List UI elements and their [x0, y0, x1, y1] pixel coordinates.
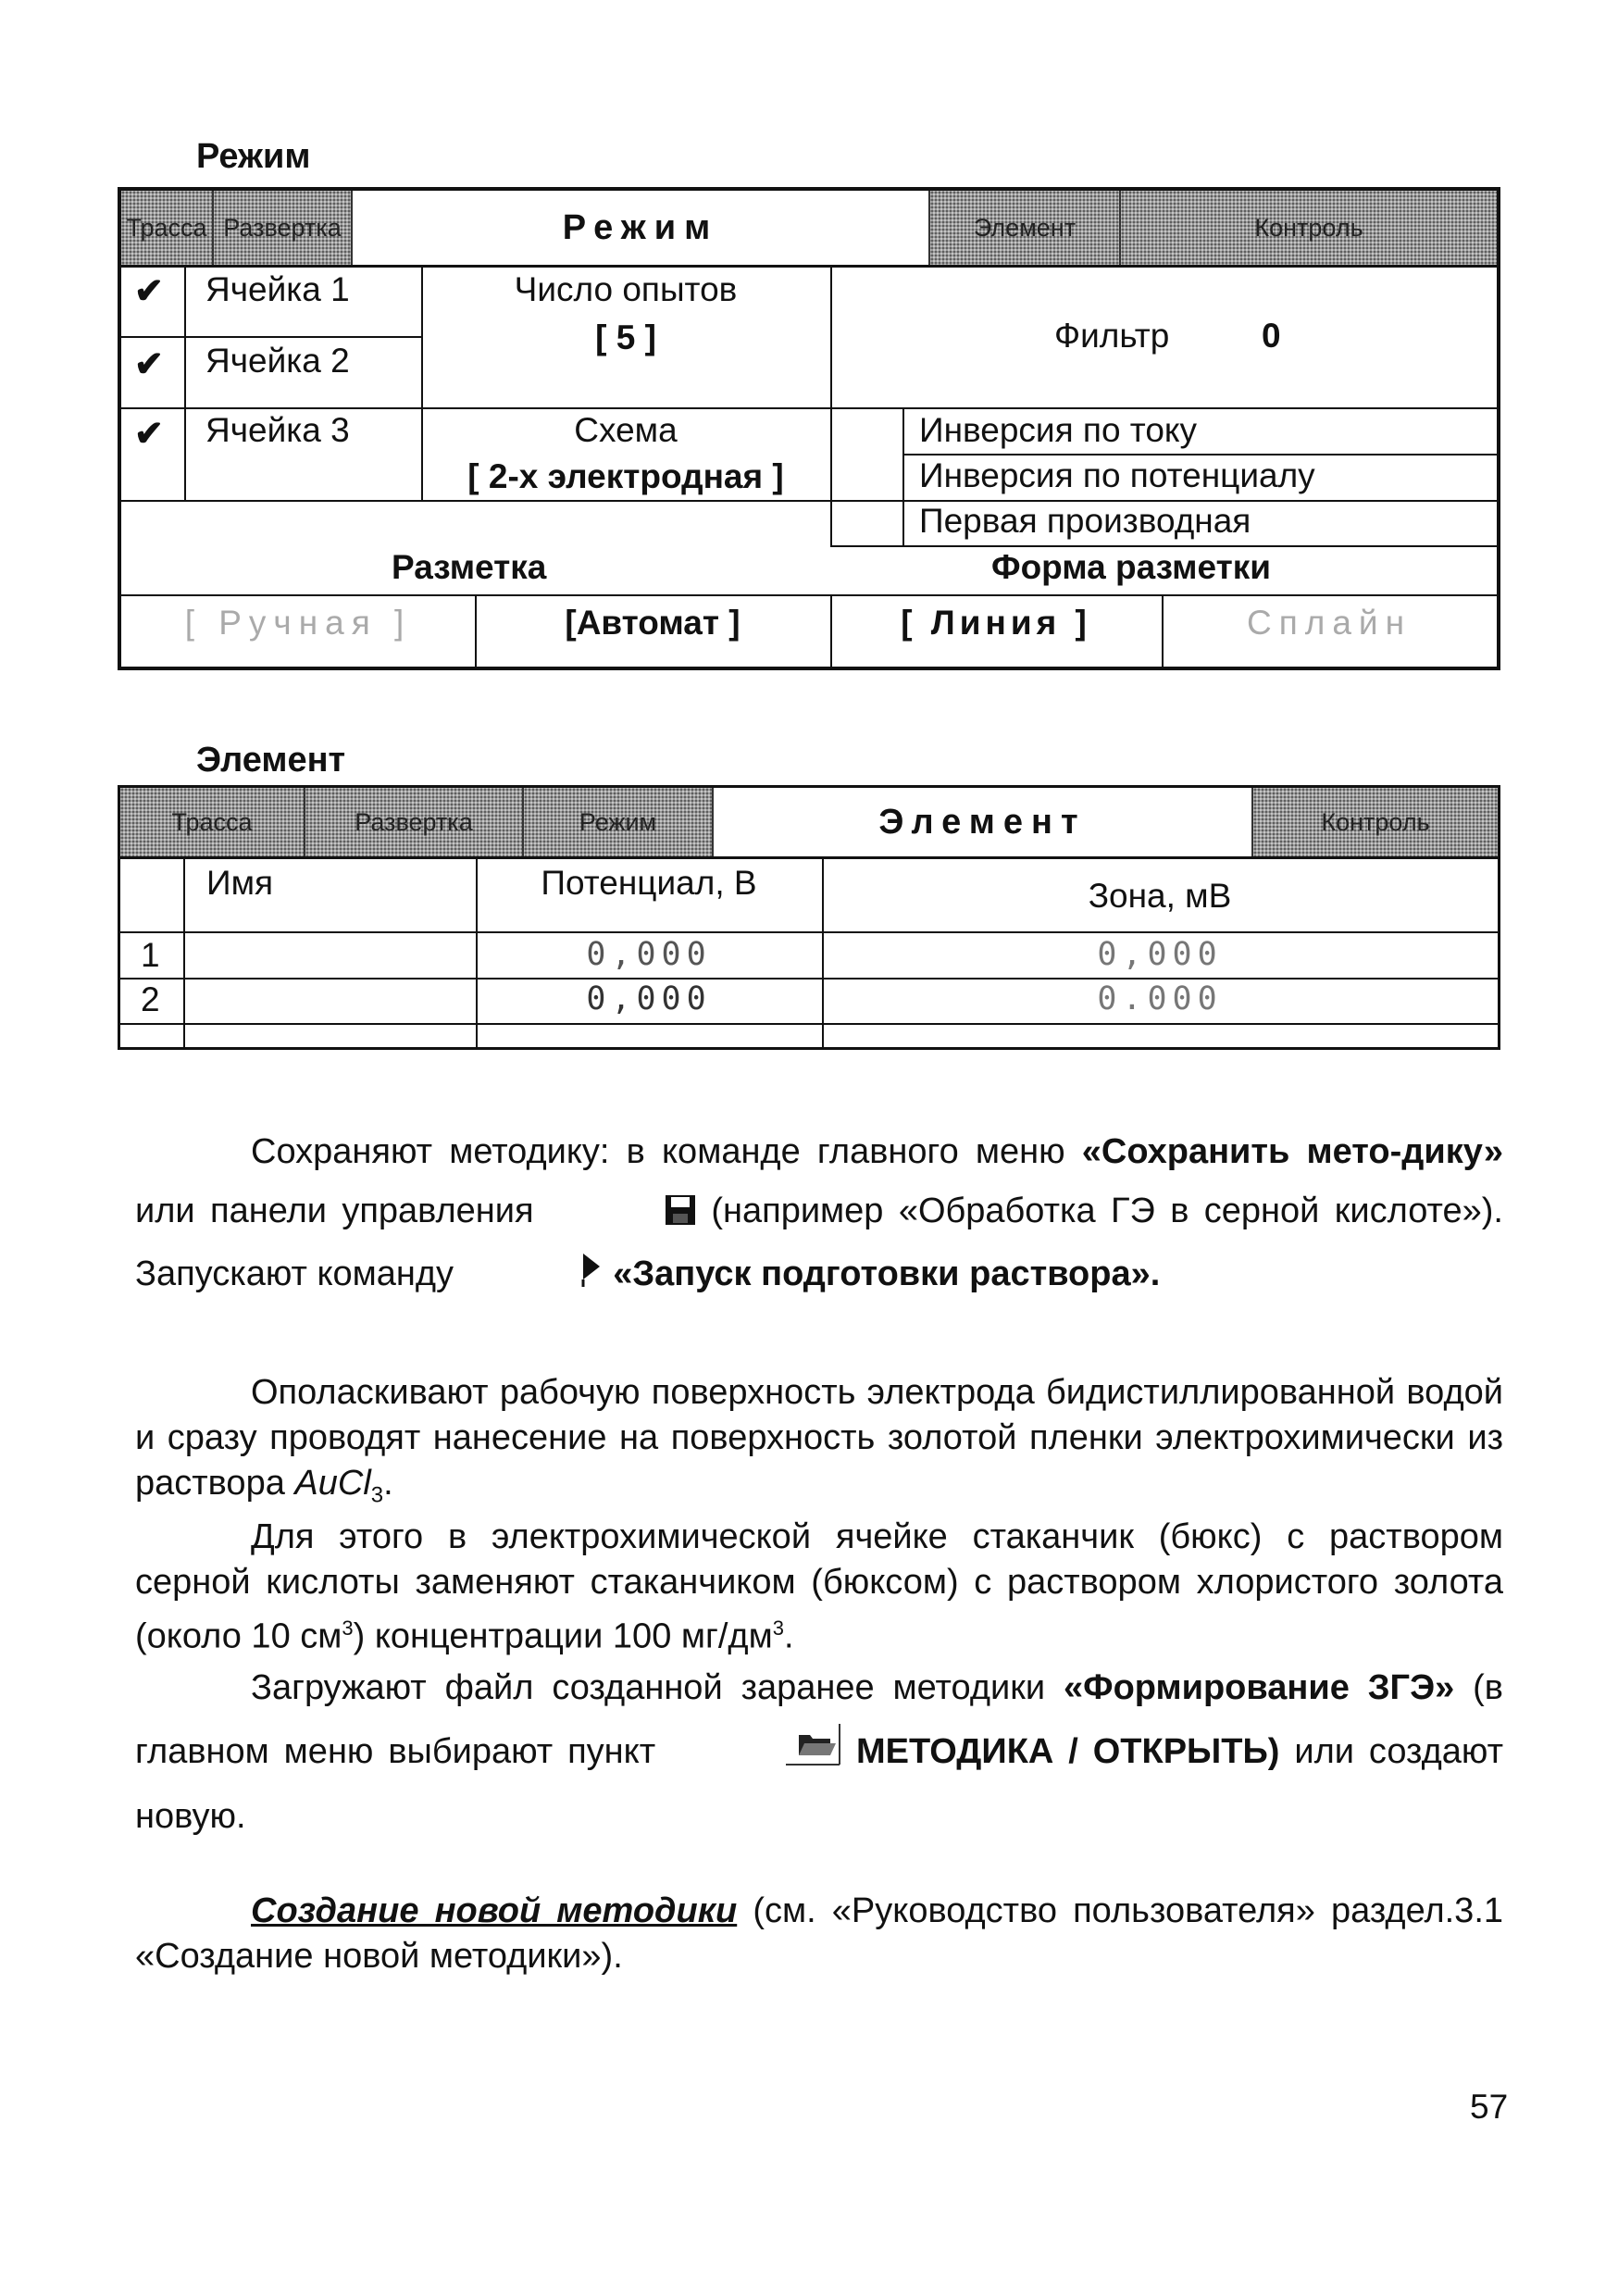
element-tabbar [120, 788, 1498, 859]
paragraph-rinse-electrode: Ополаскивают рабочую поверхность электрода бидистиллированной водой и сразу проводят нанесение на поверхность золотой пленки электрохимически из раствора AuCl$_3$. [135, 1373, 1503, 1508]
tab-razvertka[interactable]: Развертка [305, 788, 524, 856]
cell1-label: Ячейка 1 [205, 270, 350, 308]
tab-element[interactable]: Элемент [714, 788, 1253, 856]
cell1-checkbox[interactable]: ✔ [134, 272, 164, 311]
element-panel [118, 785, 1500, 1050]
row-number: 2 [141, 980, 160, 1018]
tab-razvertka[interactable]: Развертка [214, 191, 353, 265]
cell3-checkbox[interactable]: ✔ [134, 415, 164, 454]
row-potential-value[interactable]: 0,000 [586, 936, 712, 973]
element-section-title: Элемент [196, 741, 346, 780]
option-inversion-current[interactable]: Инверсия по току [919, 411, 1198, 449]
markup-label: Разметка [392, 548, 547, 586]
experiments-value[interactable]: [ 5 ] [595, 318, 656, 356]
scheme-label: Схема [574, 411, 678, 449]
open-folder-icon [670, 1718, 841, 1786]
markup-auto-button[interactable]: [Автомат ] [565, 604, 741, 642]
tab-element[interactable]: Элемент [930, 191, 1121, 265]
filter-value[interactable]: 0 [1262, 317, 1281, 355]
tab-kontrol[interactable]: Контроль [1121, 191, 1497, 265]
mode-panel [118, 187, 1500, 670]
tab-trassa[interactable]: Трасса [120, 788, 305, 856]
form-spline-button[interactable]: Сплайн [1246, 604, 1413, 642]
cell2-label: Ячейка 2 [205, 342, 350, 380]
cell2-checkbox[interactable]: ✔ [134, 345, 164, 384]
save-disk-icon [549, 1185, 696, 1244]
paragraph-replace-cup: Для этого в электрохимической ячейке стаканчик (бюкс) с раствором серной кислоты заменяют стаканчиком (бюксом) с раствором хлористого золота (около 10 $см^3$) концентрации 100 $мг/дм^3$. [135, 1517, 1503, 1656]
page-number: 57 [1470, 2088, 1509, 2126]
scheme-value[interactable]: [ 2-х электродная ] [467, 457, 784, 495]
form-line-button[interactable]: [ Линия ] [901, 604, 1091, 642]
paragraph-load-file: Загружают файл созданной заранее методики «Формирование ЗГЭ» (в главном меню выбирают пункт МЕТОДИКА / ОТКРЫТЬ) или создают новую. [135, 1668, 1503, 1836]
markup-manual-button[interactable]: [ Ручная ] [184, 604, 412, 642]
option-first-derivative[interactable]: Первая производная [919, 502, 1251, 540]
col-zone-header: Зона, мВ [1088, 877, 1232, 915]
row-zone-value[interactable]: 0.000 [1097, 980, 1223, 1017]
tab-kontrol[interactable]: Контроль [1253, 788, 1498, 856]
mode-section-title: Режим [196, 137, 311, 176]
col-name-header: Имя [206, 864, 274, 902]
option-inversion-potential[interactable]: Инверсия по потенциалу [919, 456, 1315, 494]
paragraph-save-method: Сохраняют методику: в команде главного меню «Сохранить мето-дику» или панели управления (например «Обработка ГЭ в серной кислоте»). Запускают команду «Запуск подготовки раствора». [135, 1122, 1503, 1307]
col-potential-header: Потенциал, В [541, 864, 757, 902]
row-number: 1 [141, 936, 160, 974]
experiments-label: Число опытов [514, 270, 738, 308]
filter-label: Фильтр [1054, 317, 1170, 355]
markup-form-label: Форма разметки [991, 548, 1271, 586]
mode-tabbar [121, 191, 1497, 268]
run-play-icon [464, 1248, 604, 1307]
tab-rezhim[interactable]: Режим [524, 788, 714, 856]
tab-trassa[interactable]: Трасса [121, 191, 214, 265]
tab-rezhim[interactable]: Режим [353, 191, 930, 265]
cell3-label: Ячейка 3 [205, 411, 350, 449]
row-potential-value[interactable]: 0,000 [586, 980, 712, 1017]
row-zone-value[interactable]: 0,000 [1097, 936, 1223, 973]
paragraph-create-new-method: Создание новой методики (см. «Руководство пользователя» раздел.3.1 «Создание новой методики»). [135, 1891, 1504, 1976]
create-new-method-link[interactable]: Создание новой методики [251, 1891, 738, 1930]
